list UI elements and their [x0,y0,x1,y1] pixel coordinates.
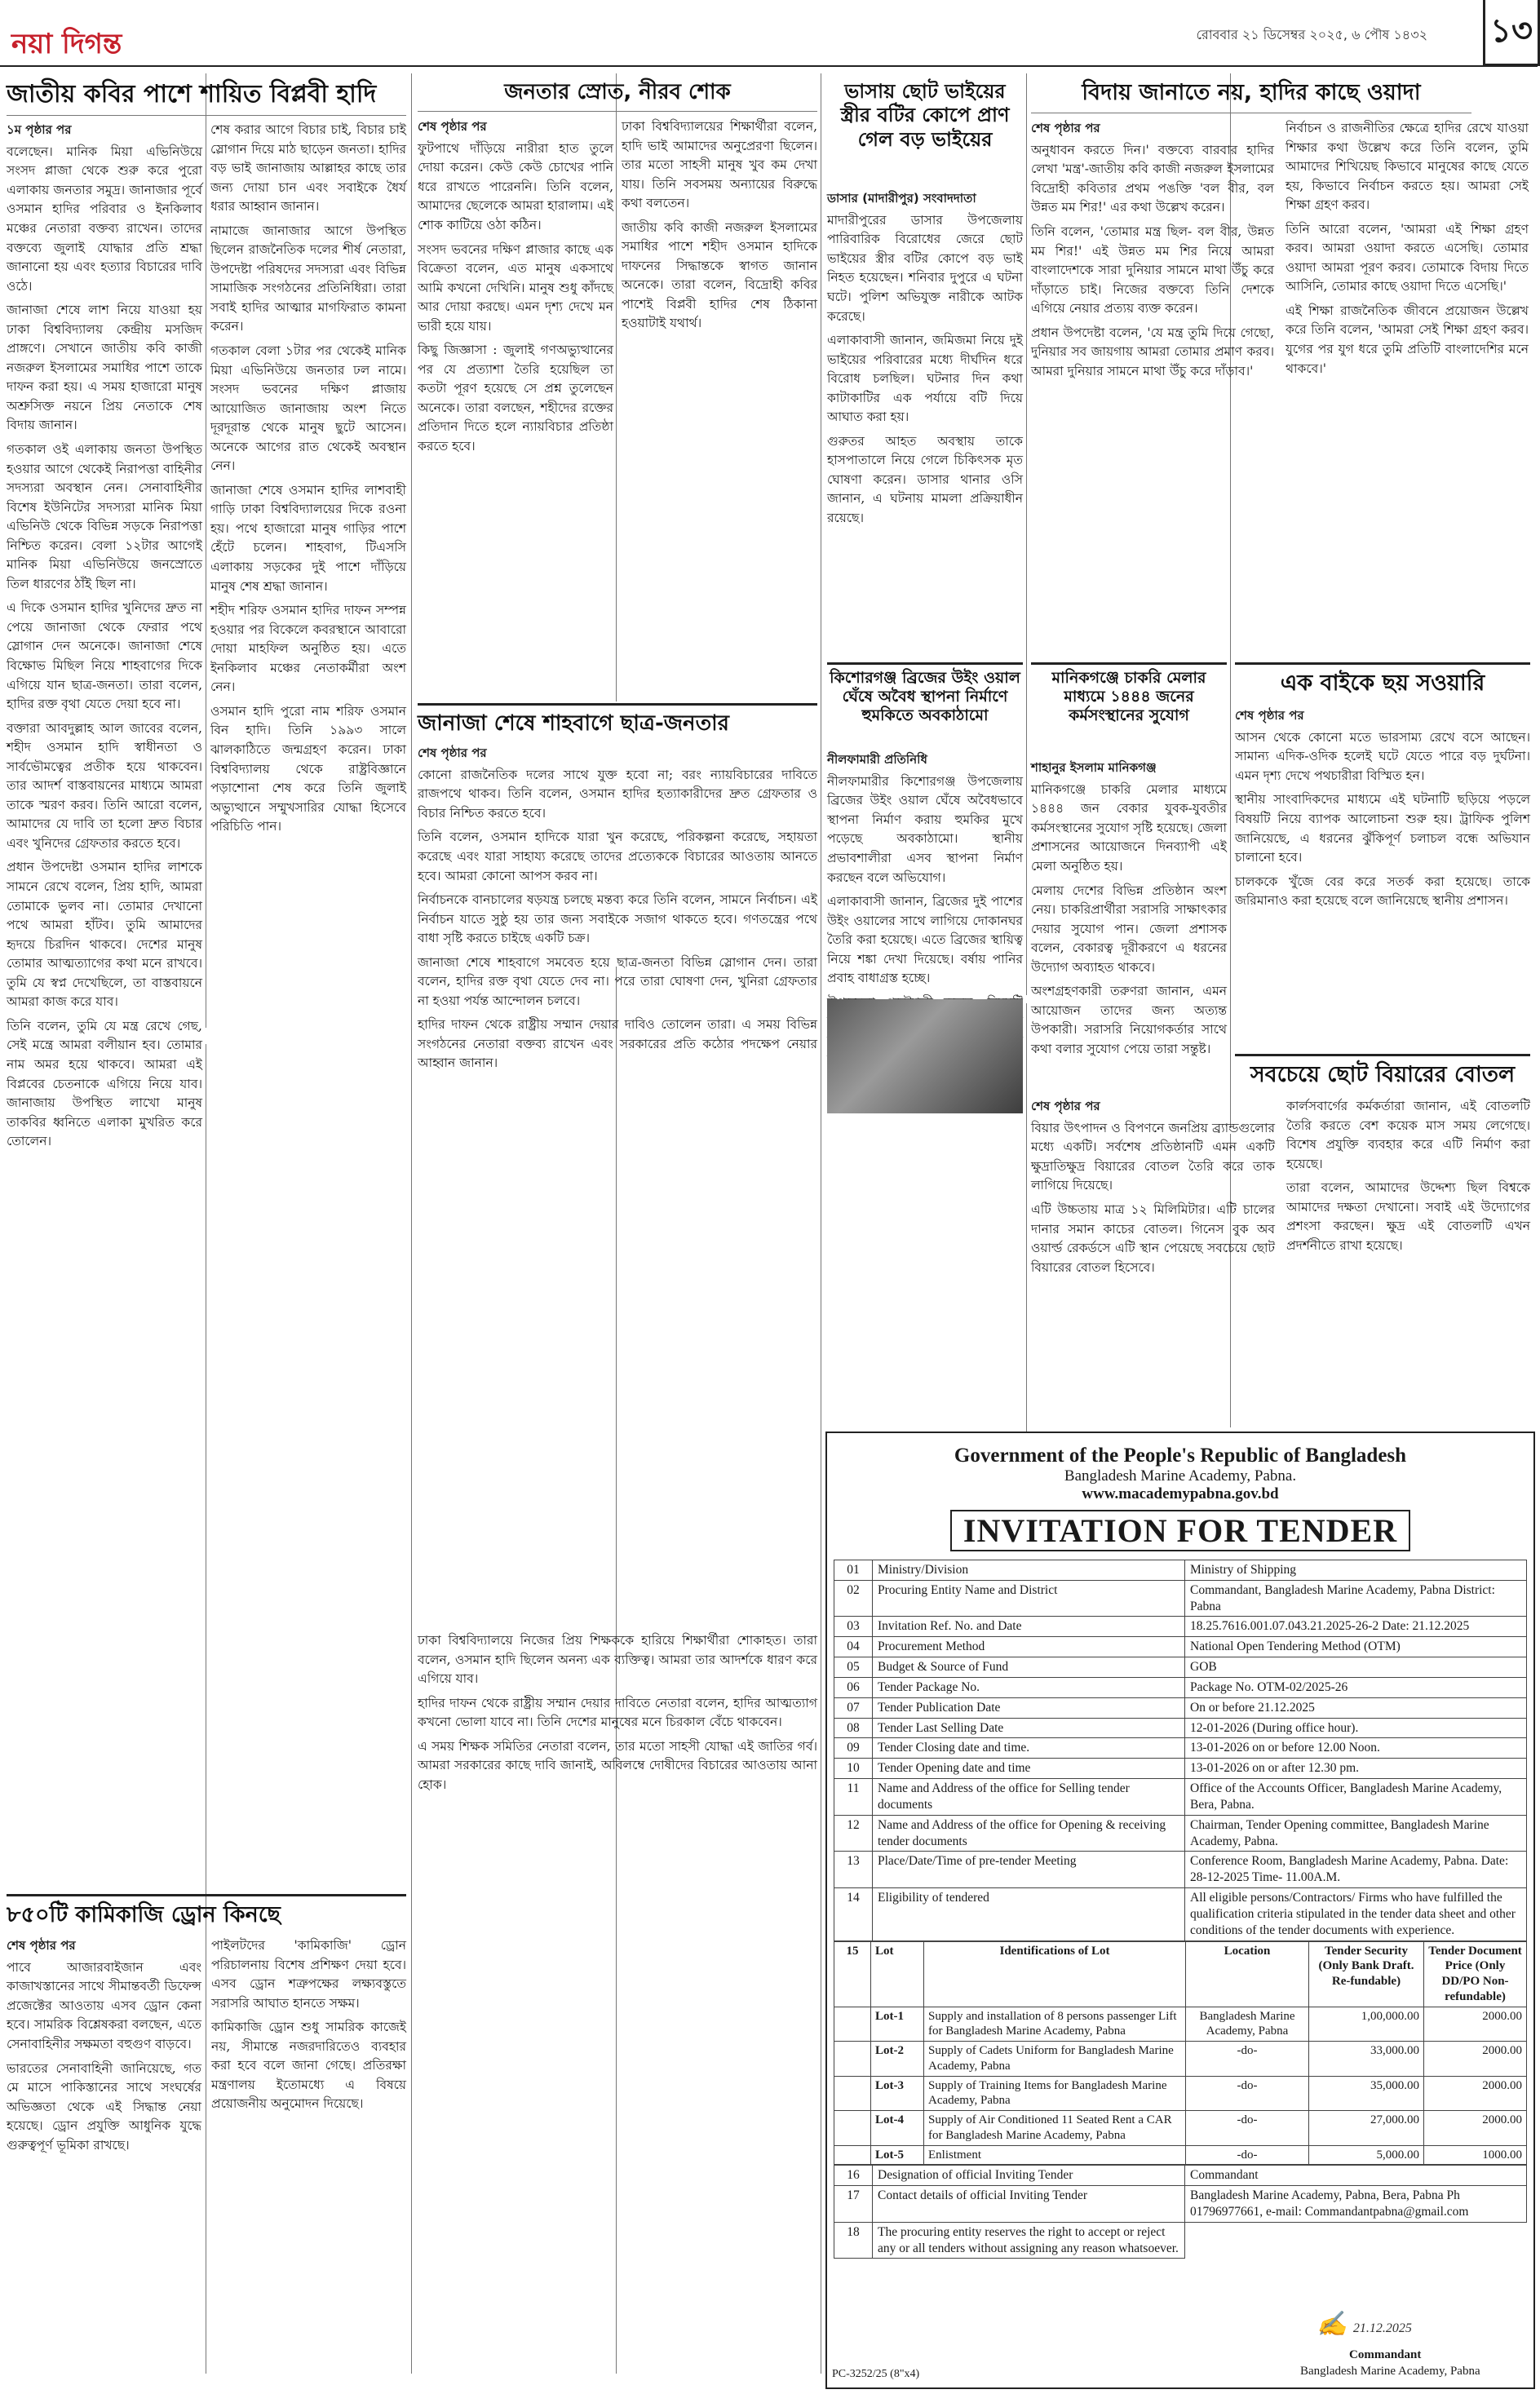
paragraph: গতকাল বেলা ১টার পর থেকেই মানিক মিয়া এভিনিউয়ে জনতার ঢল নামে। সংসদ ভবনের দক্ষিণ প্লাজায় আয়োজিত জানাজায় অংশ নিতে দূরদূরান্ত থেকে মানুষ ছুটে আসেন। অনেকে আগের রাত থেকেই অবস্থান নেন। [210,343,406,474]
tender-website[interactable]: www.macademypabna.gov.bd [1082,1485,1279,1502]
tender-lots-table [834,1941,1527,2166]
paragraph: তিনি বলেন, তুমি যে মন্ত্র রেখে গেছ, সেই মন্ত্রে আমরা বলীয়ান হব। তোমার নাম অমর হয়ে থাকবে। আমরা এই বিপ্লবের চেতনাকে এগিয়ে নিয়ে যাব। জানাজায় উপস্থিত লাখো মানুষ তাকবির ধ্বনিতে এলাকা মুখরিত করে তোলেন। [7,1018,202,1149]
story-3-body [418,744,817,1625]
headline-story-4: ভাসায় ছোট ভাইয়ের স্ত্রীর বটির কোপে প্রাণ গেল বড় ভাইয়ের [840,80,1010,151]
story-10-body [7,1936,406,2381]
headline-story-8: এক বাইকে ছয় সওয়ারি [1280,670,1485,696]
paragraph: এলাকাবাসী জানান, ব্রিজের দুই পাশের উইং ওয়ালের সাথে লাগিয়ে দোকানঘর তৈরি করা হয়েছে। এতে ব্রিজের স্থায়িত্ব নিয়ে শঙ্কা দেখা দিয়েছে। বর্ষায় পানির প্রবাহ বাধাগ্রস্ত হচ্ছে। [827,894,1023,986]
paragraph: জানাজা শেষে ওসমান হাদির লাশবাহী গাড়ি ঢাকা বিশ্ববিদ্যালয়ের দিকে রওনা হয়। পথে হাজারো মানুষ গাড়ির পাশে হেঁটে চলেন। শাহবাগ, টিএসসি এলাকায় সড়কের দুই পাশে দাঁড়িয়ে মানুষ শেষ শ্রদ্ধা জানান। [210,482,406,594]
row-value: Bangladesh Marine Academy, Pabna, Bera, Pabna Ph 01796977661, e-mail: Commandantpabna@gmail.com [1185,2186,1527,2223]
tender-row [834,2186,1527,2223]
paragraph: নির্বাচন ও রাজনীতির ক্ষেত্রে হাদির রেখে যাওয়া শিক্ষার কথা উল্লেখ করে তিনি বলেন, তুমি আমাদের শিখিয়েছ কিভাবে মানুষের কাছে যেতে হয়, কিভাবে নির্বাচন করতে হয়। আমরা সেই শিক্ষা গ্রহণ করব। [1286,121,1529,213]
story-9-body [1031,1097,1530,1423]
story-10-kicker: শেষ পৃষ্ঠার পর [7,1938,76,1953]
lot-price: 2000.00 [1424,2007,1527,2042]
row-value: Conference Room, Bangladesh Marine Academy, Pabna. Date: 28-12-2025 Time- 11.00A.M. [1185,1852,1527,1888]
row-label: Procuring Entity Name and District [873,1580,1185,1617]
story-2-column-1 [418,117,613,697]
row-label: Place/Date/Time of pre-tender Meeting [873,1852,1185,1888]
tender-row [834,1852,1527,1888]
paragraph: মেলায় দেশের বিভিন্ন প্রতিষ্ঠান অংশ নেয়। চাকরিপ্রার্থীরা সরাসরি সাক্ষাৎকার দেয়ার সুযোগ পান। জেলা প্রশাসক বলেন, বেকারত্ব দূরীকরণে এ ধরনের উদ্যোগ অব্যাহত থাকবে। [1031,883,1227,975]
lot-location: -do- [1186,2111,1309,2146]
tender-row [834,1580,1527,1617]
lot-price: 2000.00 [1424,2042,1527,2077]
row-number: 18 [834,2222,873,2259]
lot-location: -do- [1186,2042,1309,2077]
paragraph: প্রধান উপদেষ্টা বলেন, 'যে মন্ত্র তুমি দিয়ে গেছো, দুনিয়ার সব জায়গায় আমরা তোমার প্রমাণ করব। আমরা দুনিয়ার সামনে মাথা উঁচু করে দাঁড়াব।' [1031,325,1274,378]
paragraph: চালককে খুঁজে বের করে সতর্ক করা হয়েছে। তাকে জরিমানাও করা হয়েছে বলে জানিয়েছে স্থানীয় প্রশাসন। [1235,874,1530,909]
tender-row [834,1759,1527,1779]
tender-row [834,1617,1527,1637]
story-4-body [827,189,1023,658]
story-1-kicker: ১ম পৃষ্ঠার পর [7,122,72,137]
paragraph: তিনি বলেন, 'তোমার মন্ত্র ছিল- বল বীর, উন্নত মম শির!' এই উন্নত মম শির নিয়ে আমরা বাংলাদেশকে সারা দুনিয়ার সামনে মাথা উঁচু করে দাঁড়াতে চাই। নিজের বক্তব্যে তিনি দেশকে এগিয়ে নেয়ার প্রত্যয় ব্যক্ত করেন। [1031,223,1274,316]
logo-main: নয়া [11,28,53,60]
paragraph: এটি উচ্চতায় মাত্র ১২ মিলিমিটার। এটি চালের দানার সমান কাচের বোতল। গিনেস বুক অব ওয়ার্ল্ড রেকর্ডসে এটি স্থান পেয়েছে সবচেয়ে ছোট বিয়ারের বোতল হিসেবে। [1031,1201,1275,1275]
story-8-body [1235,706,1530,1049]
story-6-kicker: নীলফামারী প্রতিনিধি [827,752,927,767]
divider [1031,662,1227,665]
row-value: Commandant [1185,2166,1527,2186]
column-divider [1026,73,1027,995]
tender-info-table [834,1560,1527,1941]
row-number: 14 [834,1888,873,1940]
paragraph: এ সময় শিক্ষক সমিতির নেতারা বলেন, তার মতো সাহসী যোদ্ধা এই জাতির গর্ব। আমরা সরকারের কাছে দাবি জানাই, অবিলম্বে দোষীদের বিচারের আওতায় আনা হোক। [418,1738,817,1792]
paragraph: গুরুতর আহত অবস্থায় তাকে হাসপাতালে নিয়ে গেলে চিকিৎসক মৃত ঘোষণা করেন। ডাসার থানার ওসি জানান, এ ঘটনায় মামলা প্রক্রিয়াধীন রয়েছে। [827,433,1023,525]
headline-story-6: কিশোরগঞ্জ ব্রিজের উইং ওয়াল ঘেঁষে অবৈধ স্থাপনা নির্মাণে হুমকিতে অবকাঠামো [830,669,1020,725]
row-number: 12 [834,1815,873,1852]
row-value: Commandant, Bangladesh Marine Academy, Pabna District: Pabna [1185,1580,1527,1617]
row-label: Tender Publication Date [873,1697,1185,1718]
paragraph: আসন থেকে কোনো মতে ভারসাম্য রেখে বসে আছেন। সামান্য এদিক-ওদিক হলেই ঘটে যেতে পারে বড় দুর্ঘটনা। এমন দৃশ্য দেখে পথচারীরা বিস্মিত হন। [1235,729,1530,783]
paragraph: তিনি আরো বলেন, 'আমরা এই শিক্ষা গ্রহণ করব। আমরা ওয়াদা করতে এসেছি। তোমার ওয়াদা আমরা পূরণ করব। তোমাকে বিদায় দিতে আসিনি, তোমার কাছে ওয়াদা দিতে এসেছি।' [1286,221,1529,294]
paragraph: জানাজা শেষে লাশ নিয়ে যাওয়া হয় ঢাকা বিশ্ববিদ্যালয় কেন্দ্রীয় মসজিদ প্রাঙ্গণে। সেখানে জাতীয় কবি কাজী নজরুল ইসলামের সমাধির পাশে তাকে দাফন করা হয়। এ সময় হাজারো মানুষ অশ্রুসিক্ত নয়নে প্রিয় নেতাকে শেষ বিদায় জানান। [7,303,202,433]
paragraph: অংশগ্রহণকারী তরুণরা জানান, এমন আয়োজন তাদের জন্য অত্যন্ত উপকারী। সরাসরি নিয়োগকর্তার সাথে কথা বলার সুযোগ পেয়ে তারা সন্তুষ্ট। [1031,984,1227,1056]
paragraph: নামাজে জানাজার আগে উপস্থিত ছিলেন রাজনৈতিক দলের শীর্ষ নেতারা, উপদেষ্টা পরিষদের সদস্যরা এবং বিভিন্ন সামাজিক সংগঠনের প্রতিনিধিরা। তারা সবাই হাদির আত্মার মাগফিরাত কামনা করেন। [210,223,406,334]
lot-security: 33,000.00 [1309,2042,1424,2077]
row-value: Ministry of Shipping [1185,1560,1527,1581]
story-6-body [827,750,1023,995]
lot-location: Bangladesh Marine Academy, Pabna [1186,2007,1309,2042]
lot-spacer [834,2007,871,2042]
headline-story-2: জনতার স্রোত, নীরব শোক [504,80,731,104]
lot-price: 2000.00 [1424,2111,1527,2146]
lots-header-location: Location [1186,1941,1309,2007]
headline-story-3: জানাজা শেষে শাহবাগে ছাত্র-জনতার [418,711,729,736]
story-11-body [418,1631,817,2382]
tender-row [834,1718,1527,1738]
lot-row [834,2111,1527,2146]
story-7-kicker: শাহানুর ইসলাম মানিকগঞ্জ [1031,760,1157,775]
paragraph: কার্লসবার্গের কর্মকর্তারা জানান, এই বোতলটি তৈরি করতে বেশ কয়েক মাস সময় লেগেছে। বিশেষ প্রযুক্তি ব্যবহার করে এটি নির্মাণ করা হয়েছে। [1286,1099,1530,1171]
row-number: 08 [834,1718,873,1738]
divider [418,111,817,112]
lot-spacer [834,2042,871,2077]
paragraph: ভারতের সেনাবাহিনী জানিয়েছে, গত মে মাসে পাকিস্তানের সাথে সংঘর্ষের অভিজ্ঞতা থেকে এই সিদ্ধান্ত নেয়া হয়েছে। ড্রোন প্রযুক্তি আধুনিক যুদ্ধে গুরুত্বপূর্ণ ভূমিকা রাখছে। [7,2060,201,2153]
lot-security: 1,00,000.00 [1309,2007,1424,2042]
lot-price: 1000.00 [1424,2145,1527,2165]
row-number: 01 [834,1560,873,1581]
row-number: 04 [834,1637,873,1657]
paragraph: স্থানীয় সাংবাদিকদের মাধ্যমে এই ঘটনাটি ছড়িয়ে পড়লে বিষয়টি নিয়ে ব্যাপক আলোচনা শুরু হয়। ট্রাফিক পুলিশ জানিয়েছে, এ ধরনের ঝুঁকিপূর্ণ চলাচল বন্ধে অভিযান চালানো হবে। [1235,792,1530,865]
row-label: Contact details of official Inviting Tender [873,2186,1185,2223]
story-2-kicker: শেষ পৃষ্ঠার পর [418,119,487,134]
tender-row [834,1888,1527,1940]
lot-price: 2000.00 [1424,2076,1527,2111]
lots-header-n: 15 [834,1941,871,2007]
paragraph: কোনো রাজনৈতিক দলের সাথে যুক্ত হবো না; বরং ন্যায়বিচারের দাবিতে রাজপথে থাকব। তিনি বলেন, ওসমান হাদির হত্যাকারীদের দ্রুত গ্রেফতার ও বিচার নিশ্চিত করতে হবে। [418,767,817,821]
lots-header-security: Tender Security (Only Bank Draft. Re-fundable) [1309,1941,1424,2007]
lot-ident: Enlistment [924,2145,1186,2165]
lot-security: 5,000.00 [1309,2145,1424,2165]
row-text: The procuring entity reserves the right to accept or reject any or all tenders without assigning any reason whatsoever. [873,2222,1185,2259]
paragraph: প্রধান উপদেষ্টা ওসমান হাদির লাশকে সামনে রেখে বলেন, প্রিয় হাদি, আমরা তোমাকে ভুলব না। তোমার দেখানো পথে আমরা হাঁটব। তুমি আমাদের হৃদয়ে চিরদিন থাকবে। দেশের মানুষ তোমার আত্মত্যাগের কথা মনে রাখবে। তুমি যে স্বপ্ন দেখেছিলে, তা বাস্তবায়নে আমরা কাজ করে যাব। [7,860,202,1010]
lot-id: Lot-4 [871,2111,924,2146]
lot-ident: Supply of Training Items for Bangladesh Marine Academy, Pabna [924,2076,1186,2111]
story-5-body [1031,119,1529,657]
paragraph: নির্বাচনকে বানচালের ষড়যন্ত্র চলছে মন্তব্য করে তিনি বলেন, সামনে নির্বাচন। এই নির্বাচন যাতে সুষ্ঠু হয় তার জন্য সবাইকে সজাগ থাকতে হবে। গণতন্ত্রের পথে বাধা সৃষ্টি করতে চাইছে একটি চক্র। [418,892,817,946]
divider [7,1894,406,1896]
story-1-column-2 [210,121,406,1010]
row-value: 18.25.7616.001.07.043.21.2025-26-2 Date: 21.12.2025 [1185,1617,1527,1637]
lot-row [834,2145,1527,2165]
divider [418,703,817,706]
tender-row [834,2166,1527,2186]
bridge-photo [827,999,1023,1113]
tender-row [834,1779,1527,1816]
tender-info-table-2 [834,2165,1527,2259]
headline-story-10: ৮৫০টি কামিকাজি ড্রোন কিনছে [7,1902,281,1927]
divider [1235,662,1530,665]
column-divider [616,73,617,701]
lots-header-price: Tender Document Price (Only DD/PO Non-refundable) [1424,1941,1527,2007]
story-5-kicker: শেষ পৃষ্ঠার পর [1031,121,1100,135]
row-value: Package No. OTM-02/2025-26 [1185,1677,1527,1697]
row-number: 10 [834,1759,873,1779]
row-value: Chairman, Tender Opening committee, Bangladesh Marine Academy, Pabna. [1185,1815,1527,1852]
lot-id: Lot-1 [871,2007,924,2042]
lot-spacer [834,2111,871,2146]
paragraph: শেষ করার আগে বিচার চাই, বিচার চাই স্লোগান দিয়ে মাঠ ছাড়েন জনতা। হাদির বড় ভাই জানাজায় আল্লাহর কাছে তার জন্য দোয়া চান এবং সবাইকে ধৈর্য ধরার আহ্বান জানান। [210,122,406,215]
paragraph: ঢাকা বিশ্ববিদ্যালয়ের শিক্ষার্থীরা বলেন, হাদি ভাই আমাদের অনুপ্রেরণা ছিলেন। তার মতো সাহসী মানুষ খুব কম দেখা যায়। তিনি সবসময় অন্যায়ের বিরুদ্ধে কথা বলতেন। [622,119,817,211]
row-number: 02 [834,1580,873,1617]
paragraph: তারা বলেন, আমাদের উদ্দেশ্য ছিল বিশ্বকে আমাদের দক্ষতা দেখানো। সবাই এই উদ্যোগের প্রশংসা করছেন। ক্ষুদ্র এই বোতলটি এখন প্রদর্শনীতে রাখা হয়েছে। [1286,1180,1530,1253]
tender-row [834,1738,1527,1759]
divider [827,662,1023,665]
row-label: Budget & Source of Fund [873,1657,1185,1678]
lot-spacer [834,2076,871,2111]
lots-header-row [834,1941,1527,2007]
row-number: 05 [834,1657,873,1678]
row-value: 12-01-2026 (During office hour). [1185,1718,1527,1738]
paragraph: জানাজা শেষে শাহবাগে সমবেত হয়ে ছাত্র-জনতা বিভিন্ন স্লোগান দেন। তারা বলেন, হাদির রক্ত বৃথা যেতে দেব না। পরে তারা ঘোষণা দেন, খুনিরা গ্রেফতার না হওয়া পর্যন্ত আন্দোলন চলবে। [418,954,817,1008]
lot-security: 27,000.00 [1309,2111,1424,2146]
story-3-kicker: শেষ পৃষ্ঠার পর [418,746,487,760]
pc-number: PC-3252/25 (8"x4) [832,2368,920,2380]
commandant-academy: Bangladesh Marine Academy, Pabna [1300,2365,1480,2378]
commandant-signature: ✍ 21.12.2025 [1317,2311,1412,2338]
commandant-title: Commandant [1349,2348,1422,2361]
lots-header-ident: Identifications of Lot [924,1941,1186,2007]
row-label: Tender Opening date and time [873,1759,1185,1779]
row-value: GOB [1185,1657,1527,1678]
tender-row [834,1657,1527,1678]
page-number: ১৩ [1483,0,1540,66]
row-label: Tender Last Selling Date [873,1718,1185,1738]
row-value: 13-01-2026 on or before 12.00 Noon. [1185,1738,1527,1759]
row-number: 09 [834,1738,873,1759]
row-label: Eligibility of tendered [873,1888,1185,1940]
story-4-kicker: ডাসার (মাদারীপুর) সংবাদদাতা [827,191,976,206]
lot-id: Lot-3 [871,2076,924,2111]
headline-story-7: মানিকগঞ্জে চাকরি মেলার মাধ্যমে ১৪৪৪ জনের কর্মসংস্থানের সুযোগ [1051,669,1206,725]
paragraph: এ দিকে ওসমান হাদির খুনিদের দ্রুত না পেয়ে জানাজা থেকে ফেরার পথে স্লোগান দেন অনেকে। জানাজা শেষে বিক্ষোভ মিছিল নিয়ে শাহবাগের দিকে এগিয়ে যান ছাত্র-জনতা। তারা বলেন, হাদির রক্ত বৃথা যেতে দেয়া হবে না। [7,600,202,712]
paragraph: শহীদ শরিফ ওসমান হাদির দাফন সম্পন্ন হওয়ার পর বিকেলে কবরস্থানে আবারো দোয়া মাহফিল অনুষ্ঠিত হয়। এতে ইনকিলাব মঞ্চের নেতাকর্মীরা অংশ নেন। [210,603,406,695]
paragraph: এই শিক্ষা রাজনৈতিক জীবনে প্রয়োজন উল্লেখ করে তিনি বলেন, 'আমরা সেই শিক্ষা গ্রহণ করব। যুগের পর যুগ ধরে তুমি প্রতিটি বাংলাদেশির মনে থাকবে।' [1286,303,1529,376]
lot-ident: Supply of Air Conditioned 11 Seated Rent a CAR for Bangladesh Marine Academy, Pabna [924,2111,1186,2146]
tender-row [834,1677,1527,1697]
column-divider [411,73,412,2374]
lot-location: -do- [1186,2076,1309,2111]
logo-accent: দিগন্ত [62,28,122,60]
paragraph: কিছু জিজ্ঞাসা : জুলাই গণঅভ্যুত্থানের পর যে প্রত্যাশা তৈরি হয়েছিল তা কতটা পূরণ হয়েছে সে প্রশ্ন তুলেছেন অনেকে। তারা বলছেন, শহীদের রক্তের প্রতিদান দিতে হলে ন্যায়বিচার প্রতিষ্ঠা করতে হবে। [418,343,613,454]
lot-row [834,2076,1527,2111]
tender-heading: INVITATION FOR TENDER [950,1510,1410,1551]
row-number: 16 [834,2166,873,2186]
row-number: 11 [834,1779,873,1816]
column-divider [1026,1003,1027,1436]
row-label: Invitation Ref. No. and Date [873,1617,1185,1637]
lot-ident: Supply of Cadets Uniform for Bangladesh Marine Academy, Pabna [924,2042,1186,2077]
story-2-column-2 [622,117,817,697]
paragraph: পাবে আজারবাইজান এবং কাজাখস্তানের সাথে সীমান্তবর্তী ডিফেন্স প্রজেক্টের আওতায় এসব ড্রোন কেনা হবে। সামরিক বিশ্লেষকরা বলছেন, এতে সেনাবাহিনীর সক্ষমতা বহুগুণ বাড়বে। [7,1959,201,2051]
headline-story-1: জাতীয় কবির পাশে শায়িত বিপ্লবী হাদি [7,80,377,108]
paragraph: অনুধাবন করতে দিন।' বক্তব্যে বারবার হাদির লেখা 'মন্ত্র'-জাতীয় কবি কাজী নজরুল ইসলামের বিদ্রোহী কবিতার প্রথম পঙক্তি 'বল বীর, বল উন্নত মম শির!' এর কথা উল্লেখ করেন। [1031,142,1274,215]
headline-story-9: সবচেয়ে ছোট বিয়ারের বোতল [1250,1062,1516,1087]
paragraph: বিয়ার উৎপাদন ও বিপণনে জনপ্রিয় ব্র্যান্ডগুলোর মধ্যে একটি। সর্বশেষ প্রতিষ্ঠানটি এমন একটি ক্ষুদ্রাতিক্ষুদ্র বিয়ারের বোতল তৈরি করে তাক লাগিয়ে দিয়েছে। [1031,1120,1275,1193]
story-1-column-1 [7,121,202,1418]
paragraph: এলাকাবাসী জানান, জমিজমা নিয়ে দুই ভাইয়ের পরিবারের মধ্যে দীর্ঘদিন ধরে বিরোধ চলছিল। ঘটনার দিন কথা কাটাকাটির এক পর্যায়ে বটি দিয়ে আঘাত করা হয়। [827,333,1023,425]
tender-row [834,1815,1527,1852]
row-label: Tender Closing date and time. [873,1738,1185,1759]
paragraph: ওসমান হাদি পুরো নাম শরিফ ওসমান বিন হাদি। তিনি ১৯৯৩ সালে ঝালকাঠিতে জন্মগ্রহণ করেন। ঢাকা বিশ্ববিদ্যালয় থেকে রাষ্ট্রবিজ্ঞানে পড়াশোনা শেষ করে তিনি জুলাই অভ্যুত্থানে সম্মুখসারির যোদ্ধা হিসেবে পরিচিতি পান। [210,703,406,834]
row-label: Tender Package No. [873,1677,1185,1697]
lot-row [834,2007,1527,2042]
paragraph: মানিকগঞ্জে চাকরি মেলার মাধ্যমে ১৪৪৪ জন বেকার যুবক-যুবতীর কর্মসংস্থানের সুযোগ সৃষ্টি হয়েছে। জেলা প্রশাসনের আয়োজনে দিনব্যাপী এই মেলা অনুষ্ঠিত হয়। [1031,781,1227,874]
tender-sub-title: Bangladesh Marine Academy, Pabna. [1064,1467,1297,1485]
paragraph: হাদির দাফন থেকে রাষ্ট্রীয় সম্মান দেয়ার দাবিতে নেতারা বলেন, হাদির আত্মত্যাগ কখনো ভোলা যাবে না। তিনি দেশের মানুষের মনে চিরকাল বেঁচে থাকবেন। [418,1695,817,1730]
tender-row [834,1697,1527,1718]
lot-id: Lot-5 [871,2145,924,2165]
divider [1235,1054,1530,1056]
divider [7,115,406,116]
signature-date: 21.12.2025 [1352,2321,1412,2335]
row-label: Ministry/Division [873,1560,1185,1581]
row-value: Office of the Accounts Officer, Bangladesh Marine Academy, Bera, Pabna. [1185,1779,1527,1816]
newspaper-logo [11,23,122,69]
row-label: Name and Address of the office for Selling tender documents [873,1779,1185,1816]
paragraph: পাইলটদের 'কামিকাজি' ড্রোন পরিচালনায় বিশেষ প্রশিক্ষণ দেয়া হবে। এসব ড্রোন শত্রুপক্ষের লক্ষ্যবস্তুতে সরাসরি আঘাত হানতে সক্ষম। [211,1938,406,2011]
paragraph: নীলফামারীর কিশোরগঞ্জ উপজেলায় ব্রিজের উইং ওয়াল ঘেঁষে অবৈধভাবে স্থাপনা নির্মাণ করায় হুমকির মুখে পড়েছে অবকাঠামো। স্থানীয় প্রভাবশালীরা এসব স্থাপনা নির্মাণ করছেন বলে অভিযোগ। [827,773,1023,885]
lots-header-lot: Lot [871,1941,924,2007]
tender-row [834,1637,1527,1657]
paragraph: গতকাল ওই এলাকায় জনতা উপস্থিত হওয়ার আগে থেকেই নিরাপত্তা বাহিনীর সদস্যরা অবস্থান নেন। সেনাবাহিনীর বিশেষ ইউনিটের সদস্যরা মানিক মিয়া এভিনিউ থেকে বিভিন্ন সড়কে নিরাপত্তা নিশ্চিত করেন। বেলা ১২টার আগেই মানিক মিয়া এভিনিউয়ে জনস্রোতে তিল ধারণের ঠাঁই ছিল না। [7,442,202,591]
paragraph: হাদির দাফন থেকে রাষ্ট্রীয় সম্মান দেয়ার দাবিও তোলেন তারা। এ সময় বিভিন্ন সংগঠনের নেতারা বক্তব্য রাখেন এবং সরকারের প্রতি কঠোর পদক্ষেপ নেয়ার আহ্বান জানান। [418,1017,817,1071]
row-number: 06 [834,1677,873,1697]
lot-ident: Supply and installation of 8 persons passenger Lift for Bangladesh Marine Academy, Pabna [924,2007,1186,2042]
lot-spacer [834,2145,871,2165]
tender-notice [825,1432,1535,2389]
paragraph: ঢাকা বিশ্ববিদ্যালয়ে নিজের প্রিয় শিক্ষককে হারিয়ে শিক্ষার্থীরা শোকাহত। তারা বলেন, ওসমান হাদি ছিলেন অনন্য এক ব্যক্তিত্ব। আমরা তার আদর্শকে ধারণ করে এগিয়ে যাব। [418,1633,817,1687]
paragraph: মাদারীপুরের ডাসার উপজেলায় পারিবারিক বিরোধের জেরে ছোট ভাইয়ের স্ত্রীর বটির কোপে বড় ভাই নিহত হয়েছেন। শনিবার দুপুরে এ ঘটনা ঘটে। পুলিশ অভিযুক্ত নারীকে আটক করেছে। [827,212,1023,324]
lot-id: Lot-2 [871,2042,924,2077]
paragraph: ফুটপাথে দাঁড়িয়ে নারীরা হাত তুলে দোয়া করেন। কেউ কেউ চোখের পানি ধরে রাখতে পারেননি। তিনি বলেন, আমাদের ছেলেকে আমরা হারালাম। এই শোক কাটিয়ে ওঠা কঠিন। [418,140,613,232]
paragraph: জাতীয় কবি কাজী নজরুল ইসলামের সমাধির পাশে শহীদ ওসমান হাদিকে দাফনের সিদ্ধান্তকে স্বাগত জানান অনেকে। তারা বলেন, বিদ্রোহী কবির পাশেই বিপ্লবী হাদির শেষ ঠিকানা হওয়াটাই যথার্থ। [622,219,817,331]
row-label: Name and Address of the office for Opening & receiving tender documents [873,1815,1185,1852]
lot-location: -do- [1186,2145,1309,2165]
story-9-kicker: শেষ পৃষ্ঠার পর [1031,1099,1100,1113]
paragraph: কামিকাজি ড্রোন শুধু সামরিক কাজেই নয়, সীমান্তে নজরদারিতেও ব্যবহার করা হবে বলে জানা গেছে। প্রতিরক্ষা মন্ত্রণালয় ইতোমধ্যে এ বিষয়ে প্রয়োজনীয় অনুমোদন দিয়েছে। [211,2020,406,2112]
headline-story-5: বিদায় জানাতে নয়, হাদির কাছে ওয়াদা [1082,80,1421,105]
tender-gov-title: Government of the People's Republic of Bangladesh [954,1445,1407,1467]
row-value: National Open Tendering Method (OTM) [1185,1637,1527,1657]
row-value: On or before 21.12.2025 [1185,1697,1527,1718]
story-8-kicker: শেষ পৃষ্ঠার পর [1235,708,1304,723]
row-label: Designation of official Inviting Tender [873,2166,1185,2186]
paragraph: তিনি বলেন, ওসমান হাদিকে যারা খুন করেছে, পরিকল্পনা করেছে, সহায়তা করেছে এবং যারা সাহায্য করেছে তাদের প্রত্যেককে বিচারের আওতায় আনতে হবে। আমরা কোনো আপস করব না। [418,830,817,883]
row-number: 17 [834,2186,873,2223]
story-7-body [1031,759,1227,1056]
dateline: রোববার ২১ ডিসেম্বর ২০২৫, ৬ পৌষ ১৪৩২ [1196,27,1427,42]
row-number: 07 [834,1697,873,1718]
row-value: 13-01-2026 on or after 12.30 pm. [1185,1759,1527,1779]
row-value: All eligible persons/Contractors/ Firms who have fulfilled the qualification criteria stipulated in the tender data sheet and other conditions of the tender documents with experience. [1185,1888,1527,1940]
lot-security: 35,000.00 [1309,2076,1424,2111]
paragraph: বলেছেন। মানিক মিয়া এভিনিউয়ে সংসদ প্লাজা থেকে শুরু করে পুরো এলাকায় জনতার সমুদ্র। জানাজার পূর্বে ওসমান হাদির পরিবার ও ইনকিলাব মঞ্চের নেতারা বক্তব্য রাখেন। তাদের বক্তব্যে জুলাই যোদ্ধার প্রতি শ্রদ্ধা জানানো হয় এবং হত্যার বিচারের দাবি ওঠে। [7,144,202,294]
tender-row [834,1560,1527,1581]
row-number: 13 [834,1852,873,1888]
row-label: Procurement Method [873,1637,1185,1657]
paragraph: সংসদ ভবনের দক্ষিণ প্লাজার কাছে এক বিক্রেতা বলেন, এত মানুষ একসাথে আমি কখনো দেখিনি। মানুষ শুধু কাঁদছে আর দোয়া করছে। এমন দৃশ্য দেখে মন ভারী হয়ে যায়। [418,241,613,334]
lot-row [834,2042,1527,2077]
row-number: 03 [834,1617,873,1637]
paragraph: বক্তারা আবদুল্লাহ আল জাবের বলেন, শহীদ ওসমান হাদি স্বাধীনতা ও সার্বভৌমত্বের প্রতীক হয়ে থাকবেন। তার আদর্শ বাস্তবায়নের মাধ্যমে আমরা তাকে স্মরণ করব। তিনি আরো বলেন, আমাদের যে দাবি তা হলো দ্রুত বিচার এবং খুনিদের গ্রেফতার করতে হবে। [7,720,202,851]
tender-row-18 [834,2222,1527,2259]
